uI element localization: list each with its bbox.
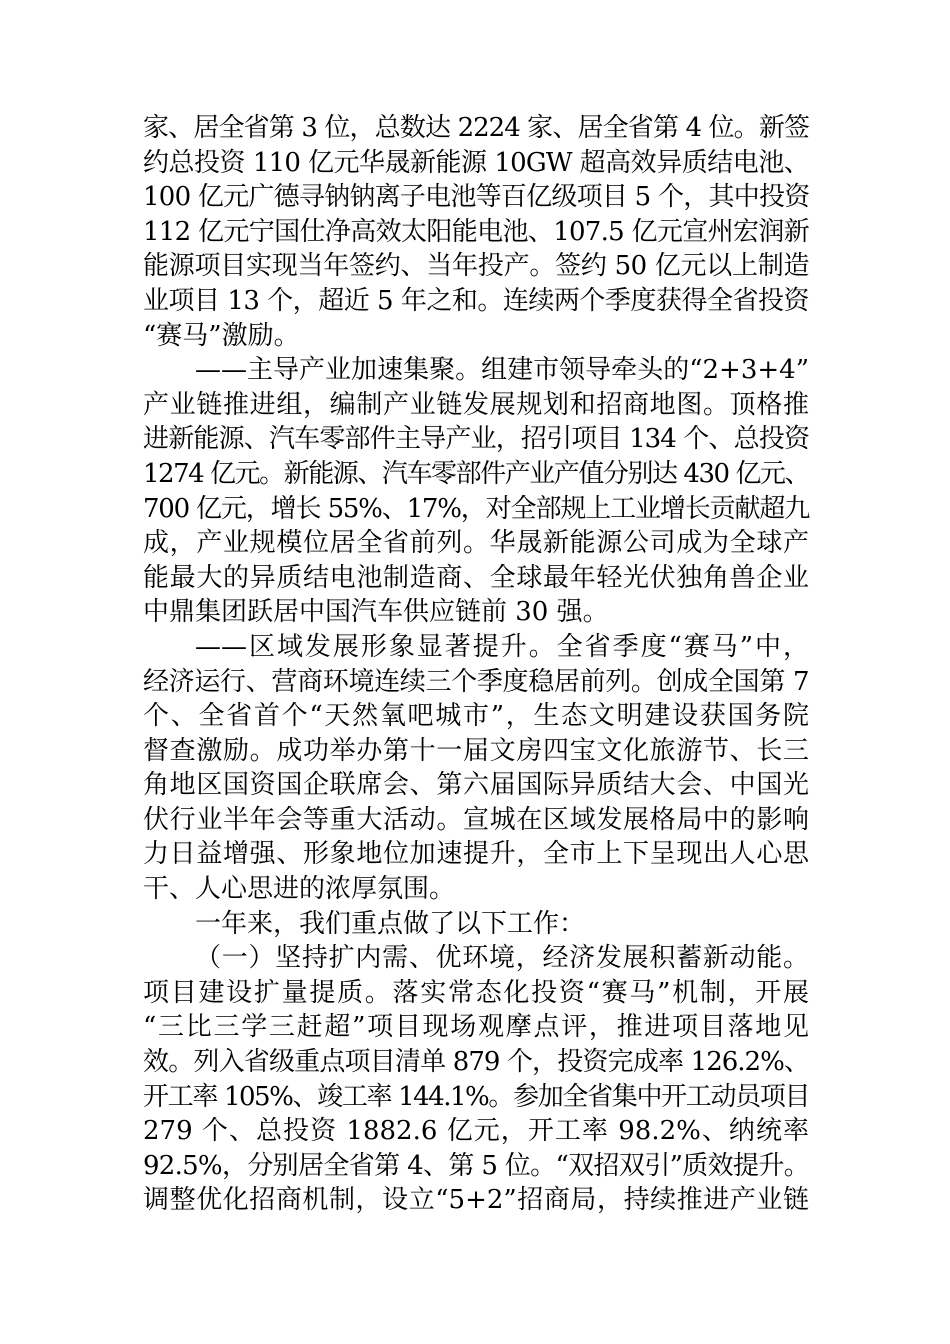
text-line: 进新能源、汽车零部件主导产业，招引项目 134 个、总投资 <box>143 424 809 455</box>
text-line: 92.5%，分别居全省第 4、第 5 位。“双招双引”质效提升。 <box>143 1150 809 1181</box>
text-line: 700 亿元，增长 55%、17%，对全部规上工业增长贡献超九 <box>143 493 809 524</box>
text-lines <box>143 111 809 1218</box>
text-line: 督查激励。成功举办第十一届文房四宝文化旅游节、长三 <box>143 735 809 766</box>
text-line: 经济运行、营商环境连续三个季度稳居前列。创成全国第 7 <box>143 666 809 697</box>
text-line: 项目建设扩量提质。落实常态化投资“赛马”机制，开展 <box>143 977 809 1008</box>
text-line: “赛马”激励。 <box>143 320 300 351</box>
text-line: 一年来，我们重点做了以下工作： <box>195 908 586 939</box>
text-line: 开工率 105%、竣工率 144.1%。参加全省集中开工动员项目 <box>143 1081 809 1112</box>
text-line: 中鼎集团跃居中国汽车供应链前 30 强。 <box>143 597 609 628</box>
text-line: 调整优化招商机制，设立“5+2”招商局，持续推进产业链 <box>143 1185 809 1216</box>
text-line: 112 亿元宁国仕净高效太阳能电池、107.5 亿元宣州宏润新 <box>143 216 809 247</box>
text-line: （一）坚持扩内需、优环境，经济发展积蓄新动能。 <box>195 943 809 974</box>
text-line: 效。列入省级重点项目清单 879 个，投资完成率 126.2%、 <box>143 1047 809 1078</box>
text-line: 干、人心思进的浓厚氛围。 <box>143 874 456 905</box>
document-body <box>143 111 809 1218</box>
text-line: 279 个、总投资 1882.6 亿元，开工率 98.2%、纳统率 <box>143 1116 809 1147</box>
text-line: 成，产业规模位居全省前列。华晟新能源公司成为全球产 <box>143 528 809 559</box>
text-line: 产业链推进组，编制产业链发展规划和招商地图。顶格推 <box>143 389 809 420</box>
text-line: 个、全省首个“天然氧吧城市”，生态文明建设获国务院 <box>143 701 809 732</box>
text-line: 业项目 13 个，超近 5 年之和。连续两个季度获得全省投资 <box>143 285 809 316</box>
text-line: ——主导产业加速集聚。组建市领导牵头的“2+3+4” <box>195 355 809 386</box>
text-line: 1274 亿元。新能源、汽车零部件产业产值分别达 430 亿元、 <box>143 458 809 489</box>
text-line: 伏行业半年会等重大活动。宣城在区域发展格局中的影响 <box>143 804 809 835</box>
text-line: 能最大的异质结电池制造商、全球最年轻光伏独角兽企业 <box>143 562 809 593</box>
text-line: 能源项目实现当年签约、当年投产。签约 50 亿元以上制造 <box>143 251 809 282</box>
text-line: “三比三学三赶超”项目现场观摩点评，推进项目落地见 <box>143 1012 809 1043</box>
text-line: 家、居全省第 3 位，总数达 2224 家、居全省第 4 位。新签 <box>143 113 809 143</box>
text-line: 约总投资 110 亿元华晟新能源 10GW 超高效异质结电池、 <box>143 147 809 178</box>
text-line: 100 亿元广德寻钠钠离子电池等百亿级项目 5 个，其中投资 <box>143 182 810 213</box>
text-line: 力日益增强、形象地位加速提升，全市上下呈现出人心思 <box>143 839 809 870</box>
text-line: 角地区国资国企联席会、第六届国际异质结大会、中国光 <box>143 770 809 801</box>
text-line: ——区域发展形象显著提升。全省季度“赛马”中， <box>195 631 809 662</box>
